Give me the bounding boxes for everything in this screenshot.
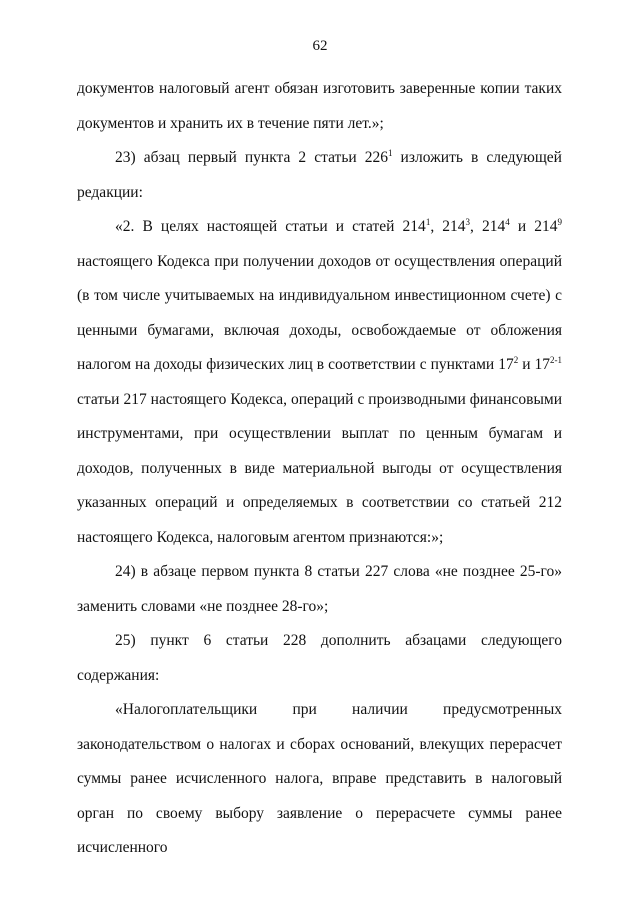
text-run: и 214 xyxy=(509,218,558,235)
superscript: 9 xyxy=(557,217,563,227)
text-run: статьи 217 настоящего Кодекса, операций с производными финансовыми инструментами, при осуществлении выплат по ценным бумагам и доходов, полученных в виде материальной выгоды от осуществления указанных операций и определяемых в соответствии со статьей 212 настоящего Кодекса, налоговым агентом признаются:»; xyxy=(77,390,562,546)
paragraph-item-24: 24) в абзаце первом пункта 8 статьи 227 слова «не позднее 25-го» заменить словами «не позднее 28-го»; xyxy=(77,563,562,615)
superscript: 4 xyxy=(505,217,510,227)
text-run: , 214 xyxy=(430,218,466,235)
text-run: , 214 xyxy=(470,218,506,235)
superscript: 1 xyxy=(388,148,393,158)
paragraph-quoted-taxpayers: «Налогоплательщики при наличии предусмотренных законодательством о налогах и сборах оснований, влекущих перерасчет суммы ранее исчисленного налога, вправе представить в налоговый орган по своему выбору заявление о перерасчете суммы ранее исчисленного xyxy=(77,701,562,856)
paragraph-item-23 xyxy=(77,141,562,210)
page-number: 62 xyxy=(312,38,328,54)
superscript: 1 xyxy=(425,217,431,227)
text-run: 23) абзац первый пункта 2 статьи 226 xyxy=(115,149,388,166)
paragraph-quoted-point-2 xyxy=(77,210,562,555)
paragraph-item-25: 25) пункт 6 статьи 228 дополнить абзацами следующего содержания: xyxy=(77,632,562,684)
superscript: 3 xyxy=(465,217,471,227)
text-run: настоящего Кодекса при получении доходов от осуществления операций (в том числе учитываемых на индивидуальном инвестиционном счете) с ценными бумагами, включая доходы, освобождаемые от обложения налогом на доходы физических лиц в соответствии с пунктами 17 xyxy=(77,252,562,373)
superscript: 2-1 xyxy=(550,355,562,365)
text-run: изложить в следующей редакции: xyxy=(77,149,562,201)
superscript: 2 xyxy=(513,355,519,365)
paragraph-continuation: документов налоговый агент обязан изготовить заверенные копии таких документов и хранить их в течение пяти лет.»; xyxy=(77,80,562,132)
text-run: и 17 xyxy=(518,356,550,373)
document-body xyxy=(77,72,562,866)
text-run: «2. В целях настоящей статьи и статей 214 xyxy=(115,218,426,235)
